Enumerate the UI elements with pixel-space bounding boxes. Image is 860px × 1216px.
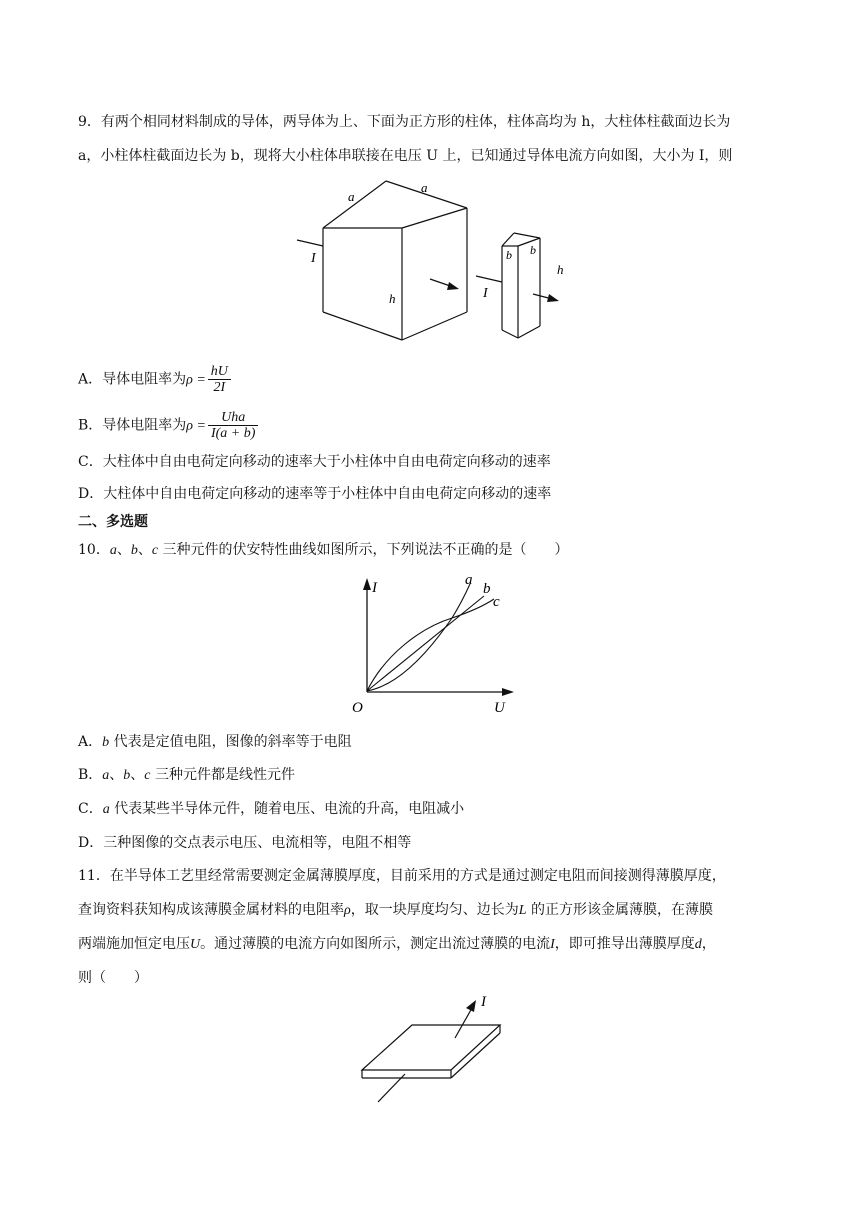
q9-fig-label-h2: h — [557, 262, 564, 277]
section-header-multiple-choice: 二、多选题 — [78, 514, 148, 530]
q10-graph-label-a: a — [465, 572, 473, 588]
q11-line3-var-d: d — [694, 937, 702, 952]
q10-graph-label-b: b — [483, 581, 491, 597]
q9-fig-label-i2: I — [483, 286, 488, 301]
q9-option-c: C．大柱体中自由电荷定向移动的速率大于小柱体中自由电荷定向移动的速率 — [78, 454, 551, 470]
q9-fig-label-b1: b — [506, 248, 512, 262]
q9-option-b-rho: ρ = — [186, 418, 206, 434]
q10-option-d: D．三种图像的交点表示电压、电流相等，电阻不相等 — [78, 835, 412, 851]
q10-option-b-var-c: c — [144, 768, 151, 783]
q10-var-a: a — [109, 543, 117, 558]
q9-option-a-denominator: 2I — [213, 380, 226, 395]
q10-option-b-var-a: a — [102, 768, 110, 783]
q10-option-a-var: b — [102, 735, 110, 750]
q10-option-b-prefix: B． — [78, 767, 103, 783]
q9-option-a-rho: ρ = — [186, 372, 206, 388]
q11-stem-line1: 11．在半导体工艺里经常需要测定金属薄膜厚度，目前采用的方式是通过测定电阻而间接测得薄膜厚度， — [78, 868, 726, 884]
q11-stem-line4: 则（ ） — [78, 970, 148, 986]
q9-fig-label-a1: a — [348, 189, 355, 204]
q10-graph-label-c: c — [493, 594, 500, 610]
q11-line2-rho: ρ — [344, 903, 351, 918]
q10-option-b-sep2: 、 — [130, 767, 145, 783]
q10-graph-ylabel: I — [372, 580, 377, 596]
q10-option-b-text: 三种元件都是线性元件 — [150, 767, 295, 783]
q9-option-b-numerator: Uha — [208, 410, 258, 426]
q9-fig-label-b2: b — [530, 243, 536, 257]
q9-fig-label-h1: h — [389, 291, 396, 306]
q11-line3-var-i: I — [550, 937, 555, 952]
q10-sep1: 、 — [116, 542, 131, 558]
q10-graph-xlabel: U — [494, 700, 505, 716]
q9-fig-label-i1: I — [311, 251, 316, 266]
q10-stem-rest: 三种元件的伏安特性曲线如图所示，下列说法不正确的是（ ） — [158, 542, 569, 558]
q9-fig-label-a2: a — [421, 180, 428, 195]
q11-line2-part-b: ，取一块厚度均匀、边长为 — [350, 902, 519, 918]
q11-line3-part-a: 两端施加恒定电压 — [78, 936, 190, 952]
q11-line3-part-e: ， — [701, 936, 716, 952]
q10-option-c-var: a — [102, 802, 110, 817]
q11-line3-part-b: 。通过薄膜的电流方向如图所示，测定出流过薄膜的电流 — [200, 936, 551, 952]
q11-line3-var-u: U — [190, 937, 201, 952]
q11-line2-part-a: 查询资料获知构成该薄膜金属材料的电阻率 — [78, 902, 344, 918]
q11-fig-label-i: I — [481, 994, 486, 1010]
q9-option-d: D．大柱体中自由电荷定向移动的速率等于小柱体中自由电荷定向移动的速率 — [78, 486, 552, 502]
q11-line2-var-l: L — [518, 903, 527, 918]
q10-option-a-prefix: A． — [78, 734, 103, 750]
q9-stem-line2: a，小柱体柱截面边长为 b，现将大小柱体串联接在电压 U 上，已知通过导体电流方向如图，大小为 I，则 — [78, 148, 733, 164]
q9-option-b-prefix: B．导体电阻率为 — [78, 417, 187, 434]
q11-line2-part-c: 的正方形该金属薄膜，在薄膜 — [526, 902, 713, 918]
q10-number: 10． — [78, 542, 110, 558]
q10-option-a-text: 代表是定值电阻，图像的斜率等于电阻 — [109, 734, 352, 750]
q11-line3-part-c: ，即可推导出薄膜厚度 — [554, 936, 695, 952]
q10-option-c-prefix: C． — [78, 801, 103, 817]
q10-graph-origin: O — [352, 700, 363, 716]
q9-option-b-denominator: I(a + b) — [210, 426, 256, 441]
q9-option-a-prefix: A．导体电阻率为 — [78, 371, 187, 388]
q10-var-c: c — [151, 543, 159, 558]
q9-stem-line1: 9．有两个相同材料制成的导体，两导体为上、下面为正方形的柱体，柱体高均为 h，大柱体柱截面边长为 — [78, 114, 731, 130]
q10-var-b: b — [130, 543, 138, 558]
q10-option-b-sep1: 、 — [109, 767, 124, 783]
q10-option-b-var-b: b — [123, 768, 131, 783]
q9-option-a-numerator: hU — [208, 364, 231, 380]
q10-sep2: 、 — [137, 542, 152, 558]
q10-option-c-text: 代表某些半导体元件，随着电压、电流的升高，电阻减小 — [109, 801, 465, 817]
